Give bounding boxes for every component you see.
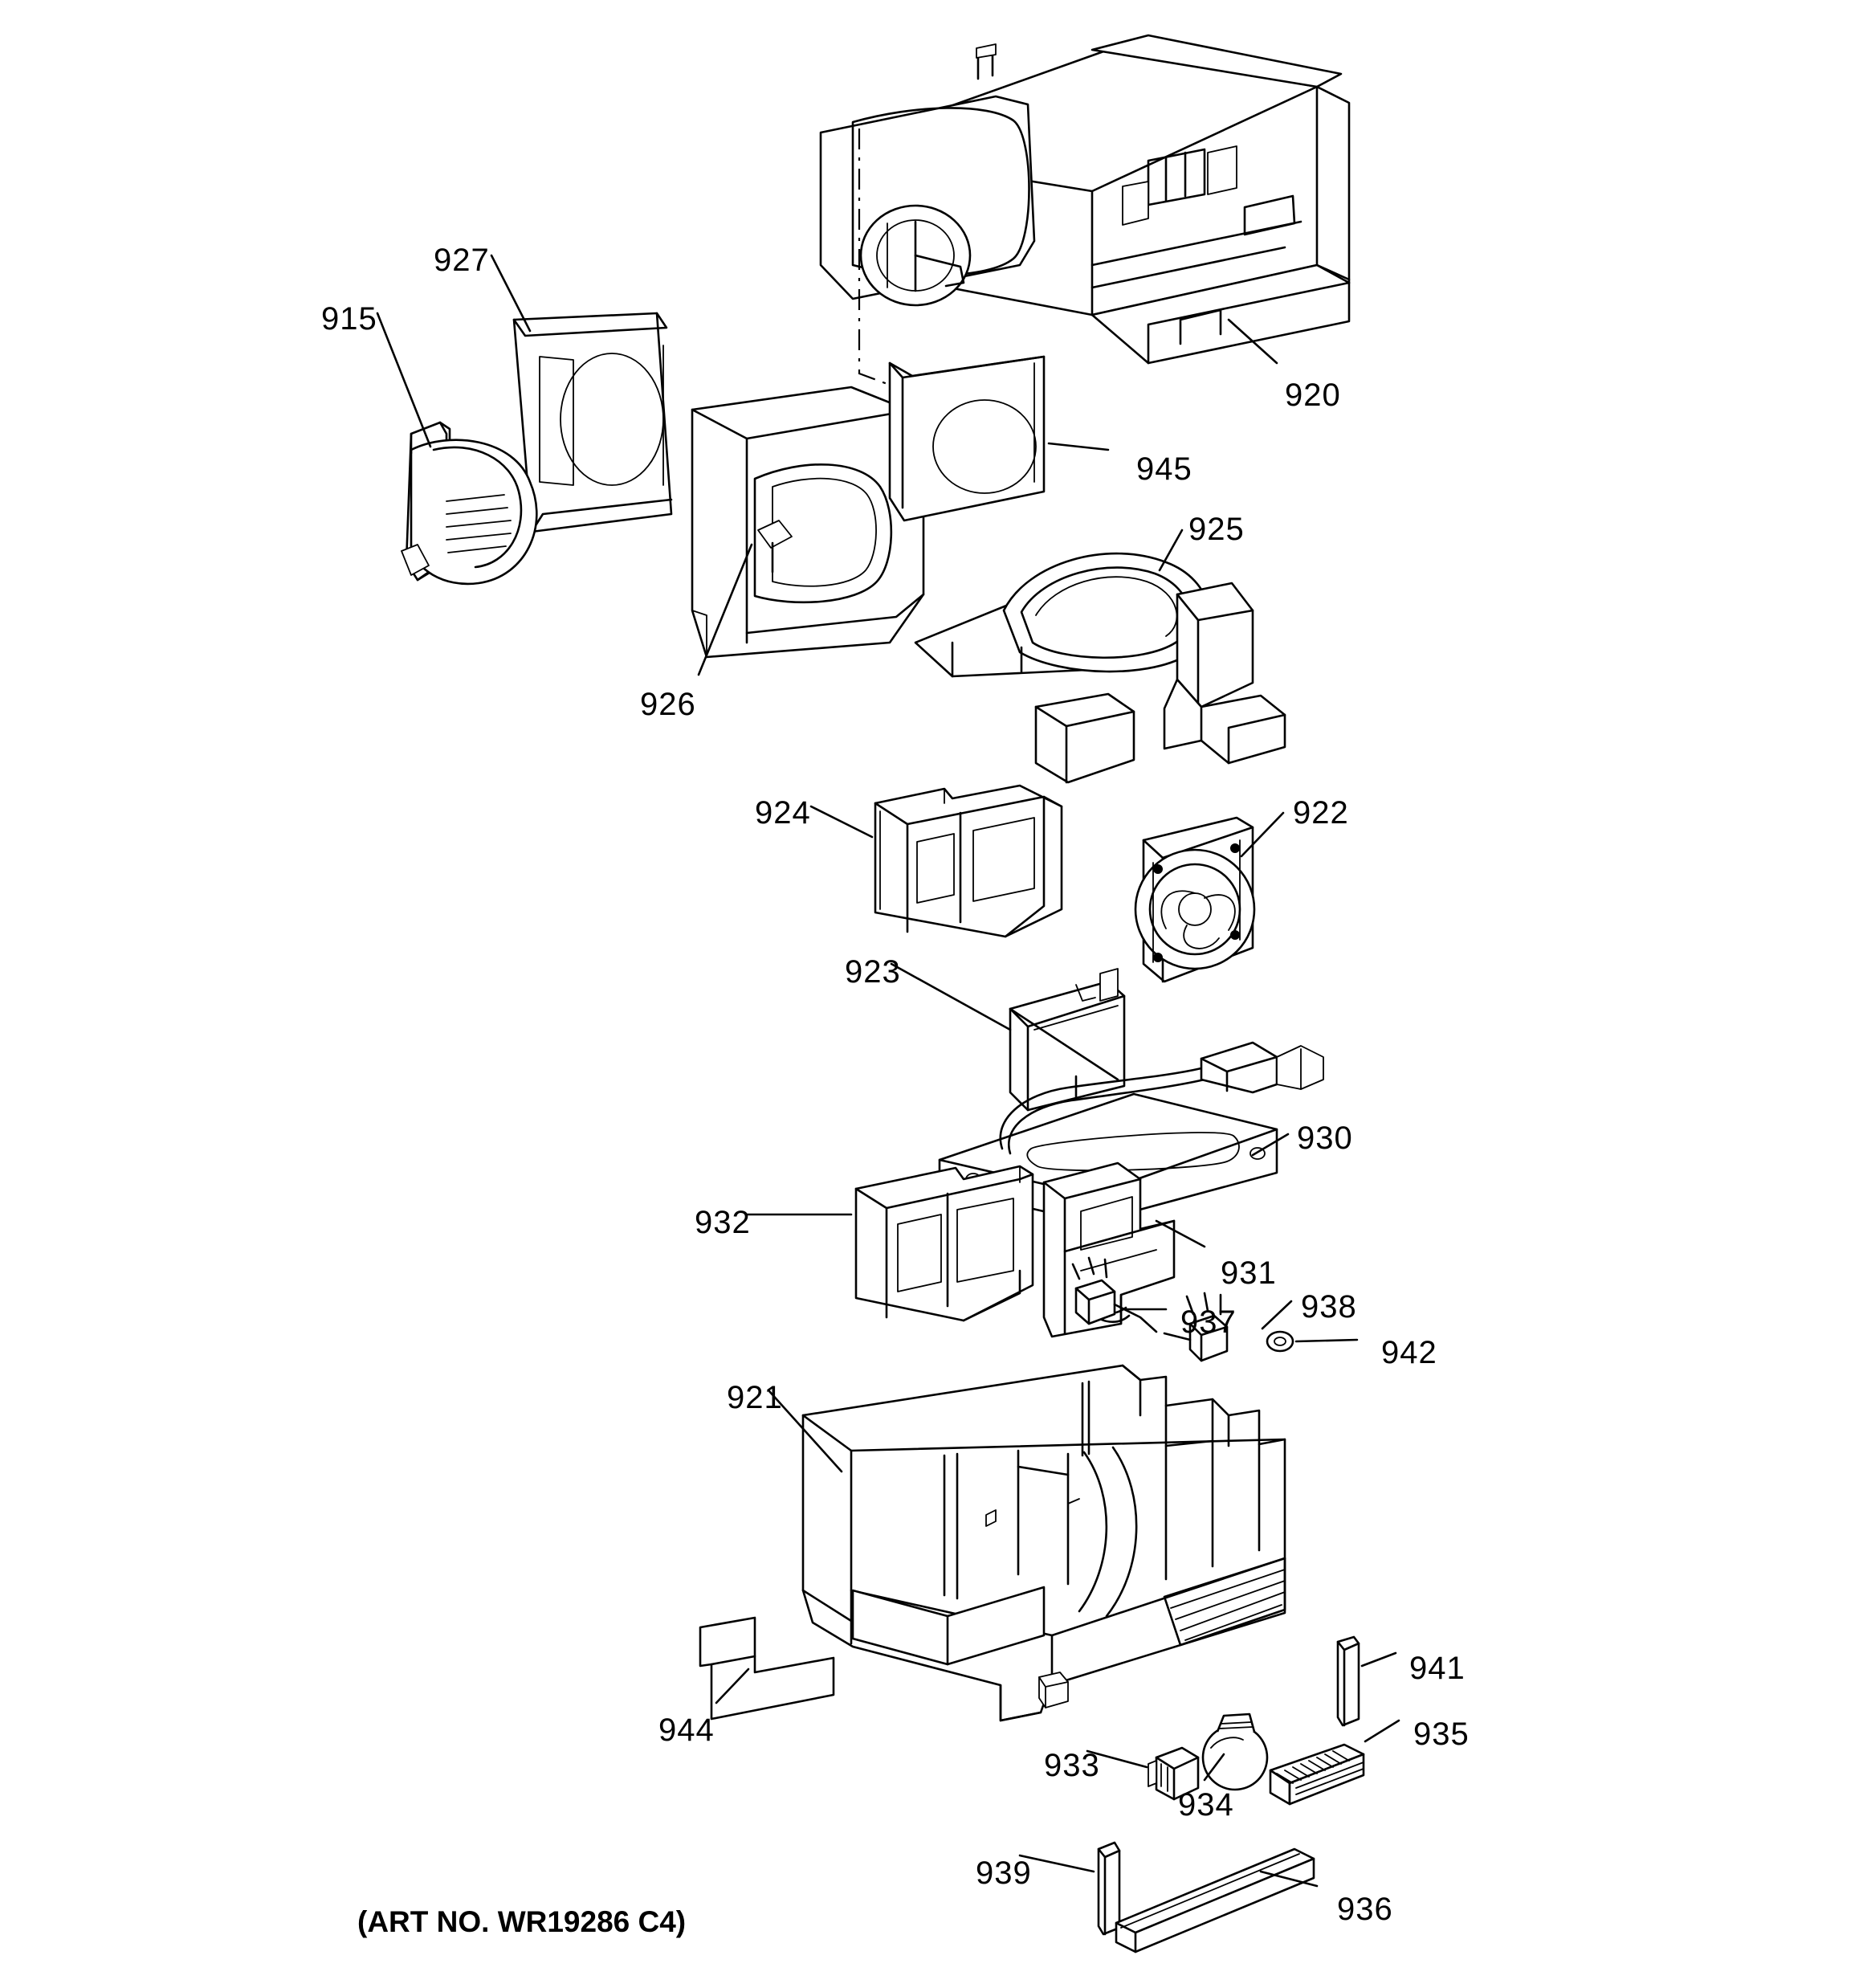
part-915-ice-chute-door [402,423,536,584]
part-924-vent-grille [875,786,1062,937]
callout-927: 927 [434,243,490,278]
callout-939: 939 [976,1855,1032,1891]
part-945-rear-gasket-panel [890,357,1044,520]
part-942-grommet [1267,1332,1293,1351]
callout-937: 937 [1180,1304,1237,1340]
callout-915: 915 [321,301,377,337]
callout-938: 938 [1301,1289,1357,1325]
callout-932: 932 [695,1205,751,1240]
callout-933: 933 [1044,1748,1100,1783]
part-941-trim-strip-right [1338,1637,1359,1725]
callout-931: 931 [1221,1255,1277,1291]
part-922-evaporator-fan [1135,818,1254,982]
part-934-light-bulb [1203,1714,1267,1790]
part-925-duct-cover-assembly [915,553,1285,782]
callout-922: 922 [1293,795,1349,831]
callout-936: 936 [1337,1892,1393,1927]
part-921-icemaker-bin-housing [803,1365,1285,1721]
callout-923: 923 [845,954,901,990]
art-number-note: (ART NO. WR19286 C4) [357,1905,687,1938]
callout-926: 926 [640,687,696,722]
callout-934: 934 [1178,1787,1234,1823]
part-935-grille-vent [1270,1745,1364,1804]
callout-935: 935 [1413,1717,1470,1752]
callout-920: 920 [1285,378,1341,413]
part-927-front-gasket-panel [514,313,671,532]
part-932-inner-vent-grille [856,1166,1033,1321]
callout-921: 921 [727,1380,783,1415]
part-923-control-bracket [1010,969,1124,1110]
callout-941: 941 [1409,1651,1466,1686]
part-944-seal-strip [700,1618,834,1719]
part-920-icemaker-housing [821,35,1349,363]
callout-942: 942 [1381,1335,1437,1370]
callout-944: 944 [658,1712,715,1748]
part-939-trim-strip-left [1099,1843,1119,1934]
callout-925: 925 [1188,512,1245,547]
callout-924: 924 [755,795,811,831]
part-936-lower-trim-rail [1116,1849,1314,1952]
callout-945: 945 [1136,451,1192,487]
callout-930: 930 [1297,1121,1353,1156]
